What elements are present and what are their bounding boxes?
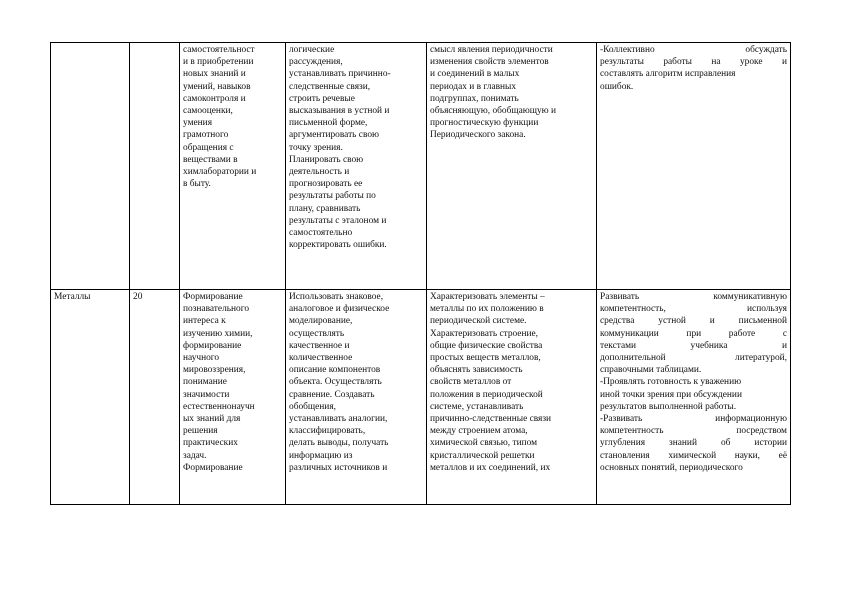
cell-line: устанавливать аналогии, xyxy=(289,414,388,425)
cell-line: в быту. xyxy=(183,179,211,190)
cell-line: интереса к xyxy=(183,316,226,327)
cell-line: различных источников и xyxy=(289,462,388,473)
cell-line: плану, сравнивать xyxy=(289,203,361,214)
topic-cell xyxy=(51,290,130,505)
cell-line: свойств металлов от xyxy=(430,377,512,388)
cell-line: решения xyxy=(183,426,218,437)
cell-line: Формирование xyxy=(183,462,243,473)
personal-results-cell xyxy=(180,290,286,505)
cell-line: Развивать коммуникативную xyxy=(600,292,787,302)
cell-line: результаты с эталоном и xyxy=(289,215,387,226)
cell-line: самостоятельност xyxy=(183,45,255,55)
cell-line: Периодического закона. xyxy=(430,130,526,141)
cell-line: результатов выполненной работы. xyxy=(600,401,737,412)
cell-line: делать выводы, получать xyxy=(289,438,389,449)
cell-line: классифицировать, xyxy=(289,426,366,437)
cell-line: следственные связи, xyxy=(289,81,371,92)
cell-line: изменения свойств элементов xyxy=(430,57,549,68)
cell-line: практических xyxy=(183,438,238,449)
cell-line: строить речевые xyxy=(289,93,355,104)
activities-cell xyxy=(597,43,791,290)
cell-line: металлы по их положению в xyxy=(430,304,544,315)
cell-line: логические xyxy=(289,45,335,55)
cell-line: и в приобретении xyxy=(183,57,254,68)
activities-cell xyxy=(597,290,791,505)
cell-line: ых знаний для xyxy=(183,414,241,425)
cell-line: иной точки зрения при обсуждении xyxy=(600,389,742,400)
cell-line: углубления знаний об истории xyxy=(600,438,787,449)
cell-line: устанавливать причинно- xyxy=(289,69,391,80)
personal-results-cell xyxy=(180,43,286,290)
cell-line: основных понятий, периодического xyxy=(600,462,743,473)
cell-line: самостоятельно xyxy=(289,228,353,239)
cell-line: -Развивать информационную xyxy=(600,414,787,425)
hours-cell xyxy=(130,290,180,505)
cell-line: познавательного xyxy=(183,304,250,315)
cell-line: -Коллективно обсуждать xyxy=(600,45,787,55)
cell-line: Использовать знаковое, xyxy=(289,292,384,302)
meta-results-cell xyxy=(286,290,427,505)
cell-line: объекта. Осуществлять xyxy=(289,377,382,388)
cell-line: между строением атома, xyxy=(430,426,528,437)
cell-line: письменной форме, xyxy=(289,118,368,129)
cell-line: прогнозировать ее xyxy=(289,179,363,190)
cell-line: ошибок. xyxy=(600,81,634,92)
cell-line: становления химической науки, её xyxy=(600,450,787,461)
cell-line: компетентность, используя xyxy=(600,304,787,315)
cell-line: составлять алгоритм исправления xyxy=(600,69,736,80)
cell-line: результаты работы по xyxy=(289,191,376,202)
cell-line: обобщения, xyxy=(289,401,336,412)
topic-cell xyxy=(51,43,130,290)
cell-line: Характеризовать элементы – xyxy=(430,292,545,302)
cell-line: Планировать свою xyxy=(289,154,364,165)
cell-line: рассуждения, xyxy=(289,57,343,68)
lesson-plan-table xyxy=(50,42,791,505)
cell-line: химлаборатории и xyxy=(183,167,257,178)
cell-line: подгруппах, понимать xyxy=(430,93,519,104)
cell-line: моделирование, xyxy=(289,316,353,327)
cell-line: объяснять зависимость xyxy=(430,365,523,376)
cell-line: аналоговое и физическое xyxy=(289,304,390,315)
cell-line: научного xyxy=(183,353,220,364)
cell-line: веществами в xyxy=(183,154,238,165)
cell-line: самоконтроля и xyxy=(183,93,246,104)
cell-line: значимости xyxy=(183,389,230,400)
cell-line: сравнение. Создавать xyxy=(289,389,375,400)
cell-line: корректировать ошибки. xyxy=(289,240,387,251)
cell-line: Формирование xyxy=(183,292,243,302)
cell-line: текстами учебника и xyxy=(600,340,787,351)
subject-results-cell xyxy=(427,43,597,290)
cell-line: новых знаний и xyxy=(183,69,246,80)
cell-line: причинно-следственные связи xyxy=(430,414,552,425)
cell-line: -Проявлять готовность к уважению xyxy=(600,377,742,388)
cell-line: объясняющую, обобщающую и xyxy=(430,106,557,117)
cell-line: формирование xyxy=(183,340,242,351)
cell-line: качественное и xyxy=(289,340,350,351)
cell-line: периодах и в главных xyxy=(430,81,517,92)
cell-line: умений, навыков xyxy=(183,81,251,92)
cell-line: мировоззрения, xyxy=(183,365,246,376)
cell-line: самооценки, xyxy=(183,106,233,117)
cell-line: справочными таблицами. xyxy=(600,365,702,376)
cell-line: количественное xyxy=(289,353,353,364)
cell-line: естественнонаучн xyxy=(183,401,255,412)
table-row xyxy=(51,43,791,290)
cell-line: дополнительной литературой, xyxy=(600,353,787,364)
cell-line: простых веществ металлов, xyxy=(430,353,541,364)
topic-text: Металлы xyxy=(54,292,91,302)
meta-results-cell xyxy=(286,43,427,290)
cell-line: общие физические свойства xyxy=(430,340,543,351)
cell-line: положения в периодической xyxy=(430,389,543,400)
cell-line: и соединений в малых xyxy=(430,69,520,80)
cell-line: металлов и их соединений, их xyxy=(430,462,551,473)
cell-line: деятельность и xyxy=(289,167,350,178)
cell-line: химической связью, типом xyxy=(430,438,538,449)
cell-line: системе, устанавливать xyxy=(430,401,524,412)
hours-text: 20 xyxy=(133,292,143,302)
cell-line: умения xyxy=(183,118,213,129)
cell-line: информацию из xyxy=(289,450,353,461)
cell-line: задач. xyxy=(183,450,207,461)
cell-line: прогностическую функции xyxy=(430,118,539,129)
cell-line: изучению химии, xyxy=(183,328,253,339)
hours-cell xyxy=(130,43,180,290)
cell-line: смысл явления периодичности xyxy=(430,45,553,55)
subject-results-cell xyxy=(427,290,597,505)
cell-line: грамотного xyxy=(183,130,229,141)
cell-line: результаты работы на уроке и xyxy=(600,57,787,68)
cell-line: осуществлять xyxy=(289,328,345,339)
cell-line: обращения с xyxy=(183,142,234,153)
cell-line: понимание xyxy=(183,377,227,388)
cell-line: периодической системе. xyxy=(430,316,527,327)
table-row xyxy=(51,290,791,505)
cell-line: коммуникации при работе с xyxy=(600,328,787,339)
cell-line: высказывания в устной и xyxy=(289,106,390,117)
cell-line: компетентность посредством xyxy=(600,426,787,437)
cell-line: средства устной и письменной xyxy=(600,316,787,327)
cell-line: точку зрения. xyxy=(289,142,343,153)
cell-line: Характеризовать строение, xyxy=(430,328,539,339)
cell-line: кристаллической решетки xyxy=(430,450,535,461)
cell-line: описание компонентов xyxy=(289,365,381,376)
cell-line: аргументировать свою xyxy=(289,130,380,141)
